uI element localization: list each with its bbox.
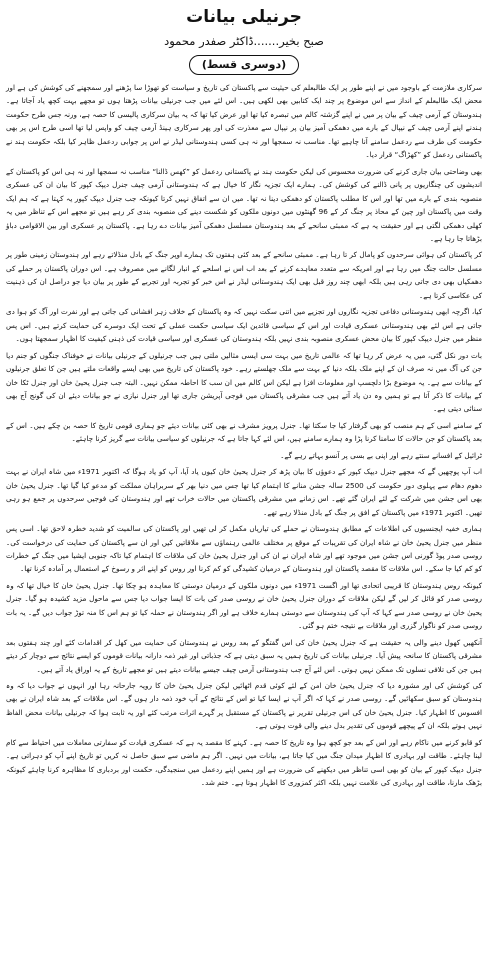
body-paragraph: کی کوشش کی اور مشورہ دیا کہ جنرل یحییٰ خان امن کے لئے کوئی قدم اٹھائیں لیکن جنرل یحییٰ خان کا رویہ جارحانہ رہا اور انہوں نے جواب دیا کہ وہ ہندوستان کو سبق سکھائیں گے۔ روسی صدر نے کہا کہ اگر آپ نے ایسا کیا تو اس کے نتائج کے آپ خود ذمہ دار ہوں گے۔ اس ملاقات کے بعد شاہ ایران نے بھی افسوس کا اظہار کیا۔ جنرل یحییٰ خان کی اس جرنیلی تقریر نے پاکستان کے مستقبل پر گہرے اثرات مرتب کئے اور یہ ثابت ہوا کہ جرنیلی بیانات محض الفاظ نہیں ہوتے بلکہ ان کے پیچھے قوموں کی تقدیر بدل دینے والی قوت ہوتی ہے۔ bbox=[6, 681, 482, 731]
column-title: جرنیلی بیانات bbox=[186, 7, 302, 27]
body-paragraph: بات دور نکل گئی، میں یہ عرض کر رہا تھا کہ عالمی تاریخ میں بہت سی ایسی مثالیں ملتی ہیں جب جرنیلوں کے جرنیلی بیانات نے خوفناک جنگوں کو جنم دیا جن کی آگ میں نہ صرف ان کے اپنے ملک بلکہ دنیا کے بہت سے ملک جھلستے رہے۔ خود پاکستان کی تاریخ میں بھی ایسے واقعات ملتے ہیں جن کا تعلق جرنیلوں کے بیانات سے ہے۔ یہ موضوع بڑا دلچسپ اور معلومات افزا ہے لیکن اس کالم میں ان سب کا احاطہ ممکن نہیں۔ البتہ جب جنرل یحییٰ خان اور جنرل ٹکا خان کے بیانات کا ذکر آتا ہے تو ہمیں وہ دن یاد آتے ہیں جب مشرقی پاکستان میں فوجی آپریشن جاری تھا اور جنرل نیازی نے جو بیانات دیئے ان کی گونج آج بھی سنائی دیتی ہے۔ bbox=[6, 350, 482, 414]
body-paragraph: آنکھیں کھول دینے والی یہ حقیقت ہے کہ جنرل یحییٰ خان کی اس گفتگو کے بعد روس نے ہندوستان کی حمایت میں کھل کر اقدامات کئے اور چند ہفتوں بعد مشرقی پاکستان کا سانحہ پیش آیا۔ جرنیلی بیانات کی تاریخ ہمیں یہ سبق دیتی ہے کہ جذباتی اور غیر ذمہ دارانہ بیانات قوموں کو ایسے نتائج سے دوچار کر دیتے ہیں جن کی تلافی نسلوں تک ممکن نہیں ہوتی۔ اس لئے آج جب ہندوستانی آرمی چیف جیسے بیانات دیتے ہیں تو مجھے تاریخ کے یہ اوراق یاد آتے ہیں۔ bbox=[6, 637, 482, 674]
column-body bbox=[6, 81, 482, 790]
body-paragraph: کیا، اگرچہ ابھی ہندوستانی دفاعی تجزیہ نگاروں اور تجزیے میں اتنی سکت نہیں کہ وہ پاکستان کے خلاف زہر افشانی کی جاتی ہے اور نفرت اور آگ کو ہوا دی جاتی ہے اس لئے بھی ہندوستانی عسکری قیادت اور اس کے سیاسی قائدین ایک سیاسی حکمت عملی کے تحت ایک دوسرے کی حمایت کرتے ہیں۔ اس پس منظر میں جنرل دیپک کپور کا بیان محض عسکری منصوبہ بندی نہیں بلکہ ہندوستان کی عسکری اور سیاسی قیادت کی ذہنی کیفیت کا اظہار سمجھتا ہوں۔ bbox=[6, 307, 482, 344]
episode-badge: (دوسری قسط) bbox=[189, 55, 299, 75]
body-paragraph: کیونکہ روس ہندوستان کا قریبی اتحادی تھا اور اگست 1971ء میں دونوں ملکوں کے درمیان دوستی کا معاہدہ ہو چکا تھا۔ جنرل یحییٰ خان کا خیال تھا کہ وہ روسی صدر کو قائل کر لیں گے لیکن ملاقات کے دوران جنرل یحییٰ خان نے روسی صدر کی بات کا ایسا جواب دیا جس سے ماحول مزید کشیدہ ہو گیا۔ جنرل یحییٰ خان نے روسی صدر سے کہا کہ آپ کی ہندوستان سے دوستی ہمارے خلاف ہے اور اگر ہندوستان نے حملہ کیا تو ہم اس کا منہ توڑ جواب دیں گے۔ یہ بات روسی صدر کو ناگوار گزری اور ملاقات بے نتیجہ ختم ہو گئی۔ bbox=[6, 580, 482, 631]
column-header bbox=[6, 6, 482, 75]
body-paragraph: سرکاری ملازمت کے باوجود میں نے اپنے طور پر ایک طالبعلم کی حیثیت سے پاکستان کی تاریخ و سیاست کو تھوڑا سا پڑھنے اور سمجھنے کی کوشش کی ہے اور محض ایک طالبعلم کے انداز سے اس موضوع پر چند ایک کتابیں بھی لکھی ہیں۔ اس لئے میں جب جرنیلی بیانات پڑھتا ہوں تو مجھے بہت کچھ یاد آجاتا ہے۔ ہندوستان کے آرمی چیف کے بیان پر میں نے اپنے گزشتہ کالم میں تبصرہ کیا تھا اور عرض کیا تھا کہ یہ بیان سرکاری پالیسی کا حصہ ہے، ورنہ جس طرح حکومت ہندنے اپنے آرمی چیف کے نیپال کے بارے میں دھمکی آمیز بیان پر نیپال سے معذرت کی اور پھر سرکاری ہینڈ آرمی چیف کو واپس لیا تھا اسی طرح اس پر بھی حکومت کی طرف سے ردعمل سامنے آنا چاہیے تھا۔ مناسب نہ سمجھا اور نہ ہی کسی ہندوستانی لیڈر نے اس پر جوابی ردعمل ظاہر کیا بلکہ حکومت ہند نے پاکستانی ردعمل کو ”کھڑاگ“ قرار دیا۔ bbox=[6, 83, 482, 160]
body-paragraph: کر پاکستان کی ہوائی سرحدوں کو پامال کر تا رہا ہے۔ ممبئی سانحے کے بعد کئی ہفتوں تک ہمارے اوپر جنگ کے بادل منڈلاتے رہے اور ہندوستان زمینی طور پر مسلسل حالت جنگ میں رہا ہے اور امریکہ سے متعدد معاہدے کرنے کے بعد اب اس نے اسلحے کے انبار لگانے میں مصروف ہے۔ اس دوران پاکستان پر حملے کی دھمکیاں بھی دی جاتی رہی ہیں بلکہ ابھی چند روز قبل بھی ایک ہندوستانی لیڈر نے اس خبر کو تجربہ اور تجربے کے طور پر بیان دیا جو دراصل ان کی ذہنیت کی عکاسی کرتا ہے۔ bbox=[6, 250, 482, 300]
column-byline: صبح بخیر.......ڈاکٹر صفدر محمود bbox=[164, 34, 324, 48]
body-paragraph: ٹرائیل کے افسانے سنتے رہے اور اپنی بے بسی پر آنسو بہاتے رہے گے۔ bbox=[280, 450, 482, 460]
body-paragraph: اب آپ پوچھیں گے کہ مجھے جنرل دیپک کپور کے دعوؤں کا بیان پڑھ کر جنرل یحییٰ خان کیوں یاد آیا، آپ کو یاد ہوگا کہ اکتوبر 1971ء میں شاہ ایران نے بہت دھوم دھام سے پہلوی دور حکومت کی 2500 سالہ جشن منانے کا اہتمام کیا تھا جس میں دنیا بھر کے سربراہان مملکت کو مدعو کیا گیا تھا۔ جنرل یحییٰ خان بھی اس جشن میں شرکت کے لئے ایران گئے تھے۔ اس زمانے میں مشرقی پاکستان میں حالات خراب تھے اور ہندوستان کی فوجیں سرحدوں پر جمع ہو رہی تھیں۔ اکتوبر 1971ء میں پاکستان کے افق پر جنگ کے بادل منڈلا رہے تھے۔ bbox=[6, 467, 483, 517]
body-paragraph: ہماری خفیہ ایجنسیوں کی اطلاعات کے مطابق ہندوستان نے حملے کی تیاریاں مکمل کر لی تھیں اور پاکستان کی سالمیت کو شدید خطرہ لاحق تھا۔ اسی پس منظر میں جنرل یحییٰ خان نے شاہ ایران کی تقریبات کے موقع پر مختلف عالمی رہنماؤں سے ملاقاتیں کیں اور ان سے پاکستان کی حمایت کی درخواست کی۔ روسی صدر پوڈ گورنی اس جشن میں موجود تھے اور شاہ ایران نے ان کی اور جنرل یحییٰ خان کی ملاقات کا اہتمام کیا تاکہ جنوبی ایشیا میں جنگ کے خطرات کو کم کیا جا سکے۔ اس ملاقات کا مقصد پاکستان اور ہندوستان کے درمیان کشیدگی کو کم کرنا اور روس کو اپنے اثر و رسوخ کے استعمال پر آمادہ کرنا تھا۔ bbox=[6, 524, 482, 574]
body-paragraph: بھی وضاحتی بیان جاری کرنے کی ضرورت محسوس کی لیکن حکومت ہند نے پاکستانی ردعمل کو ”کھس ڈالنا“ مناسب نہ سمجھا اور نہ ہی اس کو پاکستان کے اندیشوں کی چنگاریوں پر پانی ڈالنے کی کوشش کی۔ ہمارے ایک تجزیہ نگار کا خیال ہے کہ ہندوستانی آرمی چیف جنرل دیپک کپور کا بیان ان کی عسکری منصوبہ بندی کے بارے میں تھا اور اس کا مطلب پاکستان کو دھمکی دینا نہ تھا۔ میں ان سے اتفاق نہیں کرتا کیونکہ جب جنرل دیپک کپور یہ کہتا ہے کہ ہم ایک وقت میں پاکستان اور چین کے محاذ پر جنگ کر کے 96 گھنٹوں میں دونوں ملکوں کو شکست دینے کی منصوبہ بندی کر رہے ہیں تو مجھے اس کے تناظر میں یہ کھلی دھمکی لگتی ہے اور حقیقت یہ ہے کہ ممبئی سانحے کے بعد ہندوستان مسلسل دھمکی آمیز بیانات دے رہا ہے۔ پاکستان پر عسکری اور بین الاقوامی دباؤ بڑھاتا جا رہا ہے۔ bbox=[6, 166, 482, 243]
episode-badge-wrap bbox=[6, 53, 482, 75]
body-paragraph: کو قابو کرنے میں ناکام رہے اور اس کے بعد جو کچھ ہوا وہ تاریخ کا حصہ ہے۔ کہنے کا مقصد یہ ہے کہ عسکری قیادت کو سفارتی معاملات میں احتیاط سے کام لینا چاہئے۔ طاقت اور بہادری کا اظہار میدان جنگ میں کیا جاتا ہے، بیانات میں نہیں۔ اگر ہم ماضی سے سبق حاصل نہ کریں تو تاریخ اپنے آپ کو دہراتی ہے۔ جنرل دیپک کپور کے بیان کو بھی اسی تناظر میں دیکھنے کی ضرورت ہے اور ہمیں اپنے ردعمل میں سنجیدگی، حکمت اور بردباری کا مظاہرہ کرنا چاہئے کیونکہ بڑھک مارنا، طاقت اور بہادری کی علامت نہیں بلکہ اکثر کمزوری کا اظہار ہوتا ہے۔ ختم شد۔ bbox=[6, 737, 482, 788]
body-paragraph: کے سامنے اسی کے ہم منصب کو بھی گرفتار کیا جا سکتا تھا۔ جنرل پرویز مشرف نے بھی کئی بیانات دیئے جو ہماری قومی تاریخ کا حصہ بن چکے ہیں۔ اس کے بعد پاکستان کو جن حالات کا سامنا کرنا پڑا وہ ہمارے سامنے ہیں، اس لئے کہا جاتا ہے کہ جرنیلوں کو سیاسی بیانات سے گریز کرنا چاہئے۔ bbox=[6, 420, 482, 444]
